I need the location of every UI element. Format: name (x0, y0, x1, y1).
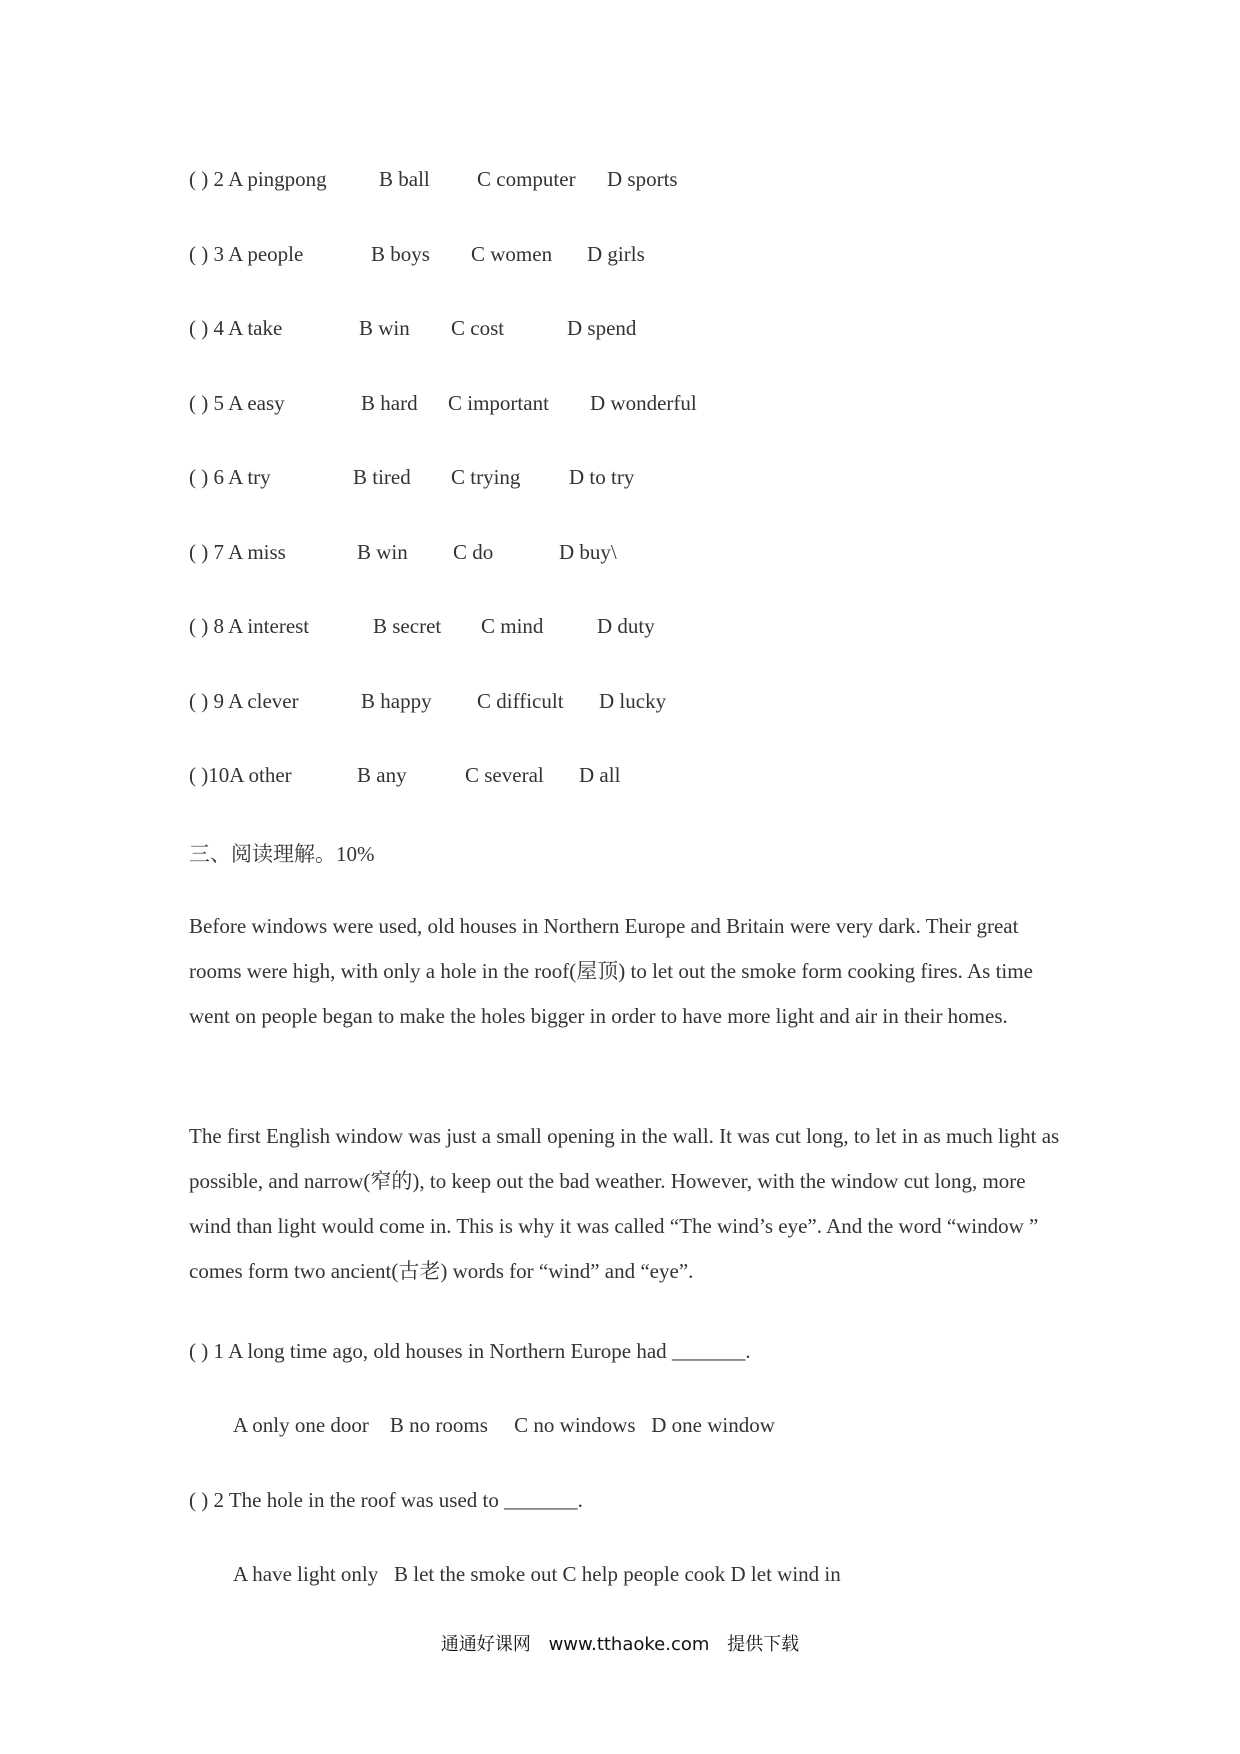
cloze-option-c: C difficult (477, 689, 564, 713)
cloze-question-prefix: ( ) 2 A pingpong (189, 167, 327, 191)
cloze-question-prefix: ( ) 3 A people (189, 242, 304, 266)
cloze-option-b: B secret (373, 614, 442, 638)
cloze-option-c: C trying (451, 465, 521, 489)
cloze-option-b: B tired (353, 465, 411, 489)
reading-question-options: A only one door B no rooms C no windows D one window (233, 1413, 775, 1437)
cloze-option-b: B win (357, 540, 408, 564)
cloze-option-c: C women (471, 242, 553, 266)
cloze-option-d: D girls (587, 242, 645, 266)
page-footer (0, 1630, 1240, 1656)
cloze-option-c: C several (465, 763, 544, 787)
cloze-option-b: B boys (371, 242, 430, 266)
cloze-option-d: D to try (569, 465, 635, 489)
cloze-option-b: B win (359, 316, 410, 340)
cloze-option-d: D all (579, 763, 621, 787)
footer-url[interactable]: www.tthaoke.com (548, 1634, 710, 1655)
passage-paragraph-1 (189, 904, 1069, 1039)
cloze-option-b: B any (357, 763, 407, 787)
cloze-option-d: D lucky (599, 689, 667, 713)
cloze-option-c: C mind (481, 614, 544, 638)
reading-question-stem: ( ) 2 The hole in the roof was used to _______. (189, 1488, 583, 1512)
reading-question-options: A have light only B let the smoke out C help people cook D let wind in (233, 1562, 841, 1586)
cloze-question-prefix: ( ) 5 A easy (189, 391, 285, 415)
cloze-option-b: B happy (361, 689, 432, 713)
cloze-option-d: D duty (597, 614, 655, 638)
cloze-question-prefix: ( )10A other (189, 763, 292, 787)
cloze-option-c: C computer (477, 167, 576, 191)
passage-text: The first English window was just a small opening in the wall. It was cut long, to let in as much light as possible, and narrow(窄的), to keep out the bad weather. However, with the window cut long, more wind than light would come in. This is why it was called “The wind’s eye”. And the word “window ” comes form two ancient(古老) words for “wind” and “eye”. (189, 1124, 1060, 1283)
cloze-option-b: B ball (379, 167, 430, 191)
cloze-question-prefix: ( ) 8 A interest (189, 614, 310, 638)
reading-question-stem: ( ) 1 A long time ago, old houses in Northern Europe had _______. (189, 1339, 751, 1363)
cloze-question-prefix: ( ) 6 A try (189, 465, 271, 489)
cloze-option-d: D sports (607, 167, 678, 191)
footer-site-name: 通通好课网 (440, 1634, 531, 1655)
passage-paragraph-2 (189, 1114, 1069, 1294)
cloze-option-d: D buy\ (559, 540, 617, 564)
section-heading: 三、阅读理解。10% (189, 842, 375, 866)
cloze-question-prefix: ( ) 9 A clever (189, 689, 299, 713)
passage-text: Before windows were used, old houses in Northern Europe and Britain were very dark. Their great rooms were high, with only a hole in the roof(屋顶) to let out the smoke form cooking fires. As time went on people began to make the holes bigger in order to have more light and air in their homes. (189, 914, 1033, 1028)
cloze-option-d: D spend (567, 316, 637, 340)
footer-provider: 提供下载 (727, 1634, 800, 1655)
cloze-option-c: C do (453, 540, 494, 564)
cloze-option-c: C important (448, 391, 549, 415)
cloze-question-prefix: ( ) 7 A miss (189, 540, 286, 564)
cloze-option-b: B hard (361, 391, 418, 415)
cloze-question-prefix: ( ) 4 A take (189, 316, 283, 340)
cloze-option-d: D wonderful (590, 391, 697, 415)
cloze-option-c: C cost (451, 316, 505, 340)
